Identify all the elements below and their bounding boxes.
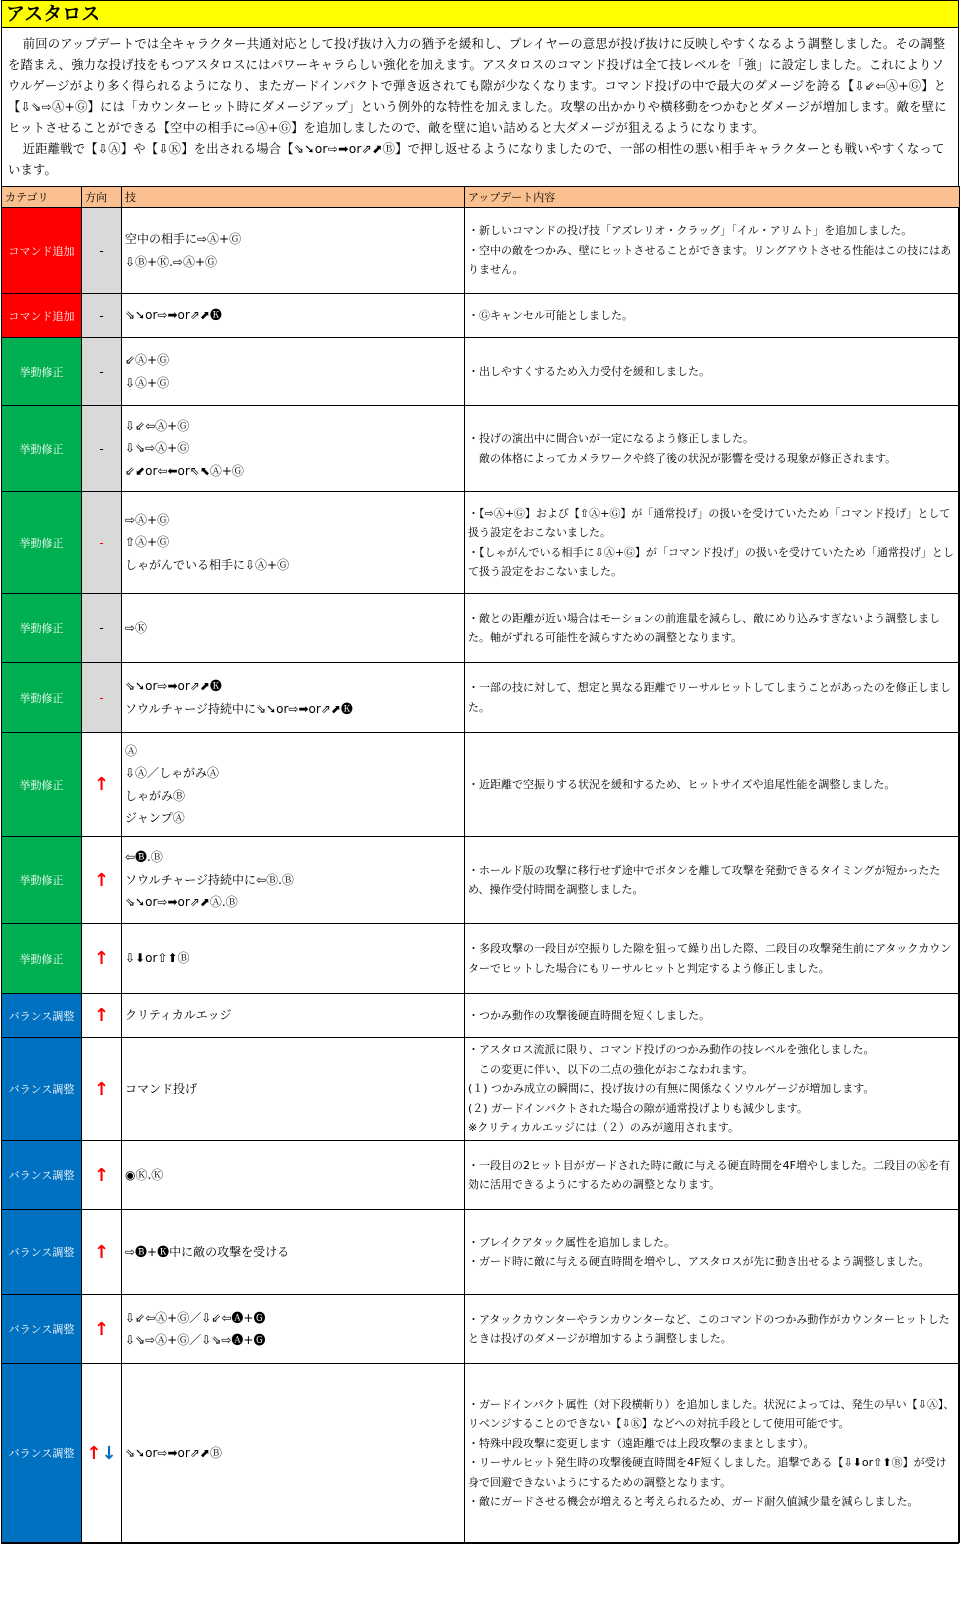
move-cell	[122, 1364, 465, 1543]
table-header-row	[2, 187, 960, 208]
move-command: クリティカルエッジ	[125, 1008, 232, 1023]
move-command: ⇦🅑.Ⓑ	[125, 850, 163, 865]
update-cell	[465, 924, 960, 994]
move-command: ⇧Ⓐ+Ⓖ	[125, 535, 170, 550]
arrow-down-icon: ↓	[101, 1442, 117, 1464]
move-command: ⇙Ⓐ+Ⓖ	[125, 353, 170, 367]
category-cell: 挙動修正	[2, 594, 82, 663]
direction-dash: -	[99, 621, 104, 635]
move-command: しゃがみⒷ	[125, 788, 186, 803]
update-cell	[465, 1295, 960, 1364]
arrow-up-icon: ↑	[93, 1005, 110, 1026]
update-cell	[465, 837, 960, 924]
move-command: ⇩Ⓐ+Ⓖ	[125, 375, 170, 390]
move-command: ⇩⇘⇨Ⓐ+Ⓖ	[125, 441, 190, 456]
direction-cell	[82, 406, 122, 492]
move-command: ⇨🅑+🅚中に敵の攻撃を受ける	[125, 1244, 290, 1259]
move-cell	[122, 594, 465, 663]
update-cell	[465, 1364, 960, 1543]
update-note: ・ブレイクアタック属性を追加しました。	[468, 1235, 676, 1249]
move-command: 空中の相手に⇨Ⓐ+Ⓖ	[125, 232, 242, 246]
update-note: ・近距離で空振りする状況を緩和するため、ヒットサイズや追尾性能を調整しました。	[468, 777, 896, 791]
move-command: ⇘➘or⇨➡or⇗⬈🅚	[125, 308, 222, 323]
arrow-up-icon: ↑	[93, 1241, 110, 1263]
move-command: ⇘➘or⇨➡or⇗⬈🅚	[125, 679, 222, 693]
direction-cell	[82, 663, 122, 733]
category-cell: 挙動修正	[2, 924, 82, 994]
direction-cell	[82, 594, 122, 663]
intro-paragraph: 前回のアップデートでは全キャラクター共通対応として投げ抜け入力の猶予を緩和し、プレイヤーの意思が投げ抜けに反映しやすくなるよう調整しました。その調整を踏まえ、強力な投げ技をもつアスタロスにはパワーキャラらしい強化を加えます。アスタロスのコマンド投げは全て技レベルを「強」に設定しました。これによりソウルゲージがより多く得られるようになり、またガードインパクトで弾き返されても隙が少なくなります。コマンド投げの中で最大のダメージを誇る【⇩⇙⇦Ⓐ+Ⓖ】と【⇩⇘⇨Ⓐ+Ⓖ】には「カウンターヒット時にダメージアップ」という例外的な特性を加えました。攻撃の出かかりや横移動をつかむとダメージが増加します。敵を壁にヒットさせることができる【空中の相手に⇨Ⓐ+Ⓖ】を追加しましたので、敵を壁に追い詰めると大ダメージが狙えるようになります。	[8, 37, 947, 135]
move-cell	[122, 1141, 465, 1210]
update-note: ・敵との距離が近い場合はモーションの前進量を減らし、敵にめり込みすぎないよう調整しました。軸がずれる可能性を減らすための調整となります。	[468, 611, 941, 644]
update-note: ・一部の技に対して、想定と異なる距離でリーサルヒットしてしまうことがあったのを修正しました。	[468, 681, 951, 714]
update-note: ・ガードインパクト属性（対下段横斬り）を追加しました。状況によっては、発生の早い【⇩Ⓐ】、リベンジすることのできない【⇩Ⓚ】などへの対抗手段として使用可能です。	[468, 1397, 955, 1430]
move-command: ⇩Ⓐ／しゃがみⒶ	[125, 766, 220, 780]
update-note: ※クリティカルエッジには（２）のみが適用されます。	[468, 1121, 740, 1135]
update-note: ・出しやすくするため入力受付を緩和しました。	[468, 364, 710, 378]
move-cell	[122, 733, 465, 837]
direction-cell	[82, 338, 122, 406]
direction-cell	[82, 208, 122, 294]
update-note: ・Ⓖキャンセル可能としました。	[468, 308, 633, 322]
move-command: ⇨Ⓐ+Ⓖ	[125, 512, 170, 527]
update-cell	[465, 294, 960, 338]
category-cell: コマンド追加	[2, 208, 82, 294]
update-note: ・【⇨Ⓐ+Ⓖ】および【⇧Ⓐ+Ⓖ】が「通常投げ」の扱いを受けていたため「コマンド投げ」として扱う設定をおこないました。	[468, 506, 951, 539]
update-note: (２) ガードインパクトされた場合の隙が通常投げよりも減少します。	[468, 1101, 808, 1115]
move-command: ⇙⬋or⇦⬅or⇖⬉Ⓐ+Ⓖ	[125, 463, 244, 478]
move-cell	[122, 924, 465, 994]
direction-cell	[82, 1038, 122, 1141]
direction-cell	[82, 1295, 122, 1364]
category-cell: バランス調整	[2, 1038, 82, 1141]
move-cell	[122, 294, 465, 338]
update-cell	[465, 1210, 960, 1295]
category-cell: 挙動修正	[2, 492, 82, 594]
intro-paragraph: 近距離戦で【⇩Ⓐ】や【⇩Ⓚ】を出される場合【⇘➘or⇨➡or⇗⬈Ⓑ】で押し返せるようになりましたので、一部の相性の悪い相手キャラクターとも戦いやすくなっています。	[8, 142, 945, 177]
direction-cell	[82, 1210, 122, 1295]
update-note: ・特殊中段攻撃に変更します（遠距離では上段攻撃のままとします）。	[468, 1436, 815, 1450]
direction-dash: -	[99, 690, 104, 705]
table-row	[2, 994, 960, 1038]
table-row	[2, 837, 960, 924]
table-row	[2, 1295, 960, 1364]
category-cell: バランス調整	[2, 1141, 82, 1210]
move-cell	[122, 994, 465, 1038]
move-cell	[122, 837, 465, 924]
direction-dash: -	[99, 243, 104, 258]
move-cell	[122, 1210, 465, 1295]
table-row	[2, 733, 960, 837]
direction-cell	[82, 1364, 122, 1543]
header-category: カテゴリ	[2, 187, 82, 208]
update-cell	[465, 994, 960, 1038]
update-cell	[465, 338, 960, 406]
direction-cell	[82, 1141, 122, 1210]
update-note: ・新しいコマンドの投げ技「アズレリオ・クラッグ」「イル・アリムト」を追加しました。	[468, 224, 913, 238]
update-cell	[465, 208, 960, 294]
direction-cell	[82, 733, 122, 837]
move-command: ⇩⇘⇨Ⓐ+Ⓖ／⇩⇘⇨🅐+🅖	[125, 1333, 266, 1347]
update-note: ・敵にガードさせる機会が増えると考えられるため、ガード耐久値減少量を減らしました。	[468, 1495, 919, 1508]
direction-dash: -	[99, 308, 104, 323]
table-row	[2, 294, 960, 338]
arrow-up-icon: ↑	[93, 1318, 110, 1340]
arrow-up-icon: ↑	[93, 774, 110, 795]
update-cell	[465, 492, 960, 594]
update-note: 敵の体格によってカメラワークや終了後の状況が影響を受ける現象が修正されます。	[468, 451, 897, 465]
move-cell	[122, 406, 465, 492]
table-row	[2, 1210, 960, 1295]
move-cell	[122, 208, 465, 294]
update-cell	[465, 733, 960, 837]
move-command: ⇩⇙⇦Ⓐ+Ⓖ	[125, 418, 190, 433]
move-command: ⇨Ⓚ	[125, 620, 148, 635]
update-note: ・多段攻撃の一段目が空振りした隙を狙って繰り出した際、二段目の攻撃発生前にアタックカウンターでヒットした場合にもリーサルヒットと判定するよう修正しました。	[468, 942, 952, 975]
category-cell: 挙動修正	[2, 733, 82, 837]
update-note: ・ガード時に敵に与える硬直時間を増やし、アスタロスが先に動き出せるよう調整しました。	[468, 1255, 930, 1268]
arrow-updown-icon	[86, 1443, 116, 1464]
move-command: ソウルチャージ持続中に⇦Ⓑ.Ⓑ	[125, 872, 294, 887]
table-row	[2, 406, 960, 492]
direction-cell	[82, 492, 122, 594]
update-note: ・アタックカウンターやランカウンターなど、このコマンドのつかみ動作がカウンターヒットしたときは投げのダメージが増加するよう調整しました。	[468, 1312, 950, 1345]
table-row	[2, 663, 960, 733]
update-cell	[465, 1038, 960, 1141]
update-note: ・【しゃがんでいる相手に⇩Ⓐ+Ⓖ】が「コマンド投げ」の扱いを受けていたため「通常投げ」として扱う設定をおこないました。	[468, 545, 954, 578]
update-note: ・リーサルヒット発生時の攻撃後硬直時間を4F短くしました。追撃である【⇩⬇or⇧⬆Ⓑ】が受け身で回避できないようにするための調整となります。	[468, 1456, 947, 1489]
direction-cell	[82, 837, 122, 924]
move-command: ⇘➘or⇨➡or⇗⬈Ⓑ	[125, 1445, 222, 1460]
update-cell	[465, 406, 960, 492]
move-command: ⇘➘or⇨➡or⇗⬈Ⓐ.Ⓑ	[125, 895, 238, 910]
category-cell: 挙動修正	[2, 837, 82, 924]
update-note: ・ホールド版の攻撃に移行せず途中でボタンを離して攻撃を発動できるタイミングが短かったため、操作受付時間を調整しました。	[468, 863, 941, 896]
update-cell	[465, 594, 960, 663]
category-cell: バランス調整	[2, 1295, 82, 1364]
category-cell: バランス調整	[2, 1364, 82, 1543]
update-cell	[465, 1141, 960, 1210]
move-cell	[122, 338, 465, 406]
category-cell: 挙動修正	[2, 338, 82, 406]
move-command: Ⓐ	[125, 743, 138, 758]
move-command: ◉Ⓚ.Ⓚ	[125, 1167, 164, 1182]
table-row	[2, 594, 960, 663]
header-move: 技	[122, 187, 465, 208]
move-command: しゃがんでいる相手に⇩Ⓐ+Ⓖ	[125, 557, 290, 572]
move-cell	[122, 1295, 465, 1364]
update-note: (１) つかみ成立の瞬間に、投げ抜けの有無に関係なくソウルゲージが増加します。	[468, 1082, 875, 1096]
update-table	[1, 186, 960, 1543]
category-cell: 挙動修正	[2, 406, 82, 492]
direction-dash: -	[99, 364, 104, 379]
move-command: ソウルチャージ持続中に⇘➘or⇨➡or⇗⬈🅚	[125, 701, 353, 716]
move-cell	[122, 1038, 465, 1141]
direction-cell	[82, 994, 122, 1038]
direction-cell	[82, 924, 122, 994]
arrow-up-icon: ↑	[93, 1164, 110, 1186]
header-update: アップデート内容	[465, 187, 960, 208]
arrow-up-icon: ↑	[93, 948, 110, 969]
intro-text	[2, 28, 958, 186]
move-cell	[122, 492, 465, 594]
category-cell: バランス調整	[2, 1210, 82, 1295]
update-note: ・空中の敵をつかみ、壁にヒットさせることができます。リングアウトさせる性能はこの技にはありません。	[468, 243, 952, 277]
update-note: ・つかみ動作の攻撃後硬直時間を短くしました。	[468, 1008, 710, 1022]
category-cell: コマンド追加	[2, 294, 82, 338]
update-cell	[465, 663, 960, 733]
update-note: ・アスタロス流派に限り、コマンド投げのつかみ動作の技レベルを強化しました。	[468, 1043, 875, 1057]
table-row	[2, 1364, 960, 1543]
table-row	[2, 1141, 960, 1210]
update-note: ・投げの演出中に間合いが一定になるよう修正しました。	[468, 432, 754, 445]
table-row	[2, 492, 960, 594]
page-title: アスタロス	[2, 1, 958, 28]
table-row	[2, 924, 960, 994]
header-direction: 方向	[82, 187, 122, 208]
arrow-up-icon: ↑	[86, 1442, 102, 1464]
move-command: コマンド投げ	[125, 1081, 198, 1096]
direction-cell	[82, 294, 122, 338]
category-cell: バランス調整	[2, 994, 82, 1038]
move-command: ⇩⬇or⇧⬆Ⓑ	[125, 951, 190, 966]
table-row	[2, 208, 960, 294]
move-cell	[122, 663, 465, 733]
move-command: ⇩⇙⇦Ⓐ+Ⓖ／⇩⇙⇦🅐+🅖	[125, 1310, 266, 1325]
move-command: ジャンプⒶ	[125, 811, 185, 825]
direction-dash: -	[99, 441, 104, 456]
update-note: この変更に伴い、以下の二点の強化がおこなわれます。	[468, 1062, 754, 1076]
table-row	[2, 338, 960, 406]
arrow-up-icon: ↑	[93, 1078, 110, 1100]
table-row	[2, 1038, 960, 1141]
update-note: ・一段目の2ヒット目がガードされた時に敵に与える硬直時間を4F増やしました。二段目のⓀを有効に活用できるようにするための調整となります。	[468, 1158, 950, 1191]
arrow-up-icon: ↑	[93, 869, 110, 891]
category-cell: 挙動修正	[2, 663, 82, 733]
direction-dash: -	[99, 535, 104, 550]
move-command: ⇩Ⓑ+Ⓚ.⇨Ⓐ+Ⓖ	[125, 254, 218, 269]
document-page	[1, 0, 959, 1544]
